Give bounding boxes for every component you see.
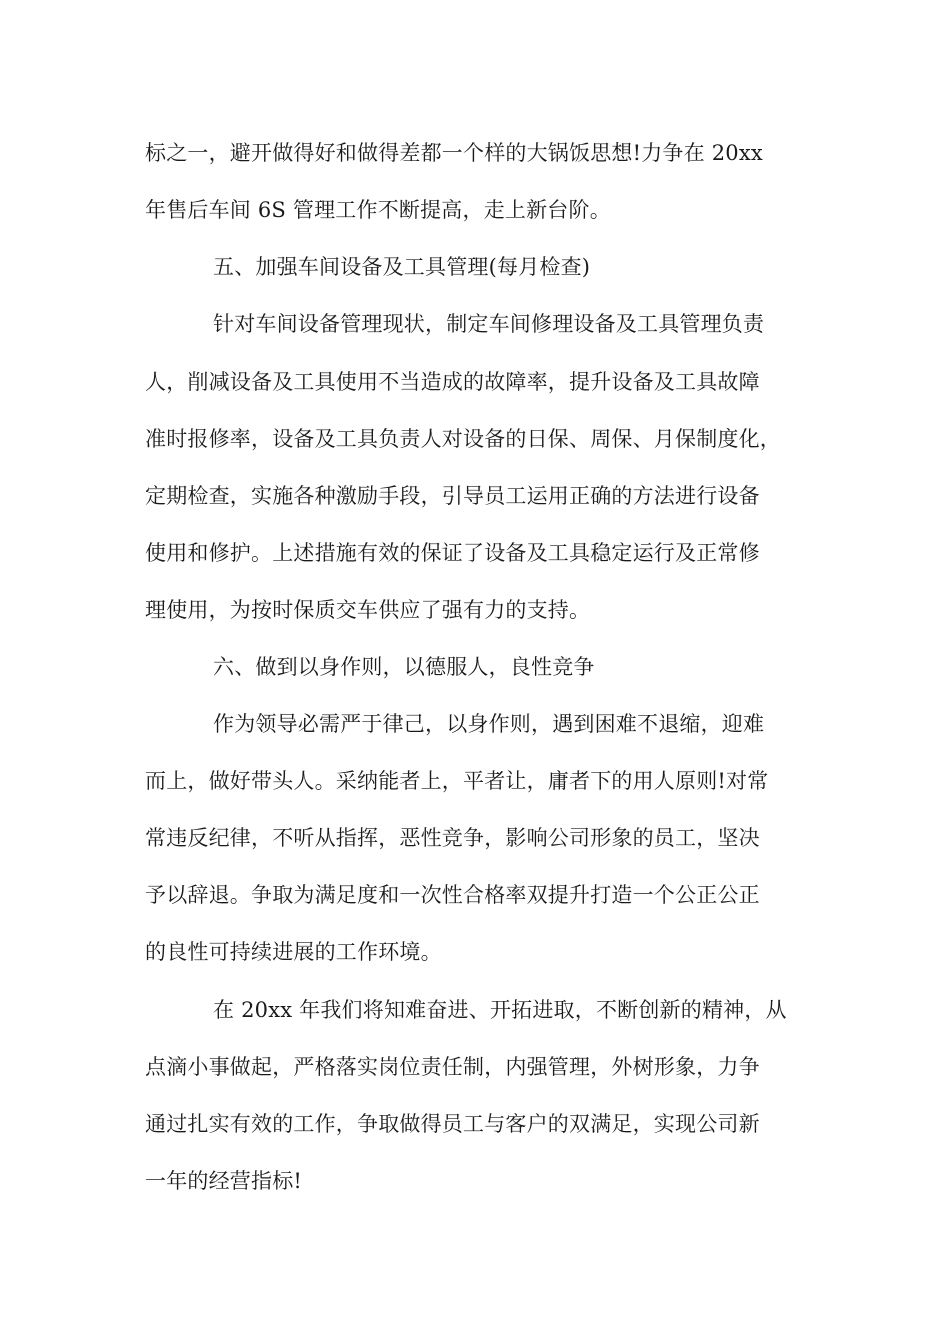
text-line: 在 20xx 年我们将知难奋进、开拓进取，不断创新的精神，从 (213, 998, 787, 1022)
text-line: 针对车间设备管理现状，制定车间修理设备及工具管理负责 (213, 312, 765, 336)
text-line: 常违反纪律，不听从指挥，恶性竞争，影响公司形象的员工，坚决 (145, 826, 760, 850)
text-line: 点滴小事做起，严格落实岗位责任制，内强管理，外树形象，力争 (145, 1055, 760, 1079)
section-heading: 五、加强车间设备及工具管理(每月检查) (213, 255, 591, 279)
text-line: 予以辞退。争取为满足度和一次性合格率双提升打造一个公正公正 (145, 883, 760, 907)
text-line: 通过扎实有效的工作，争取做得员工与客户的双满足，实现公司新 (145, 1112, 760, 1136)
section-heading: 六、做到以身作则，以德服人，良性竞争 (213, 655, 595, 679)
text-line: 定期检查，实施各种激励手段，引导员工运用正确的方法进行设备 (145, 484, 760, 508)
text-line: 作为领导必需严于律己，以身作则，遇到困难不退缩，迎难 (213, 712, 765, 736)
text-line: 使用和修护。上述措施有效的保证了设备及工具稳定运行及正常修 (145, 541, 760, 565)
text-line: 而上，做好带头人。采纳能者上，平者让，庸者下的用人原则!对常 (145, 769, 769, 793)
text-line: 准时报修率，设备及工具负责人对设备的日保、周保、月保制度化， (145, 427, 781, 451)
text-line: 人，削减设备及工具使用不当造成的故障率，提升设备及工具故障 (145, 370, 760, 394)
text-line: 年售后车间 6S 管理工作不断提高，走上新台阶。 (145, 198, 611, 222)
text-line: 一年的经营指标! (145, 1169, 303, 1193)
text-line: 标之一，避开做得好和做得差都一个样的大锅饭思想!力争在 20xx (145, 141, 763, 165)
text-line: 的良性可持续进展的工作环境。 (145, 940, 442, 964)
text-line: 理使用，为按时保质交车供应了强有力的支持。 (145, 598, 591, 622)
